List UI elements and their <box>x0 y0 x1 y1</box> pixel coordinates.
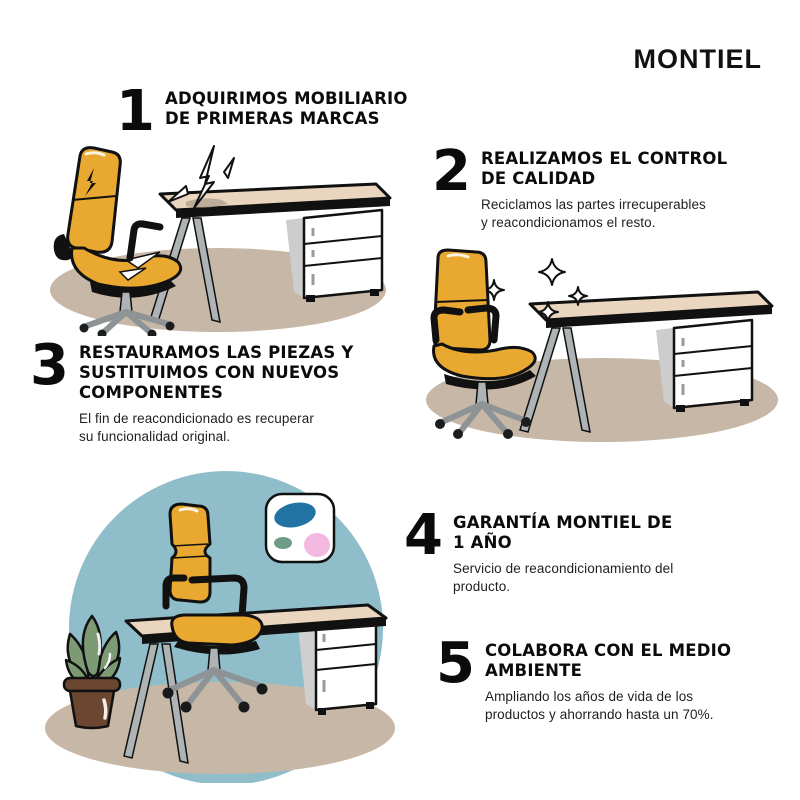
step-5-title <box>485 641 731 681</box>
title-line: COMPONENTES <box>78 383 224 403</box>
desc-line: Reciclamos las partes irrecuperables <box>480 197 706 213</box>
step-3-number: 3 <box>30 333 67 398</box>
desc-line: Ampliando los años de vida de los <box>484 689 694 705</box>
desc-line: y reacondicionamos el resto. <box>480 215 656 231</box>
title-line: 1 AÑO <box>452 533 512 553</box>
step-2 <box>432 139 728 232</box>
step-1 <box>116 79 408 144</box>
step-5-number: 5 <box>436 631 473 696</box>
step-4 <box>404 503 674 596</box>
wall-art-icon <box>266 494 334 562</box>
step-4-number: 4 <box>404 503 441 568</box>
desc-line: producto. <box>452 579 511 595</box>
desc-line: Servicio de reacondicionamiento del <box>452 561 674 577</box>
title-line: REALIZAMOS EL CONTROL <box>480 149 728 168</box>
title-line: AMBIENTE <box>484 661 583 681</box>
step-1-number: 1 <box>116 79 153 144</box>
illustration-final-office-scene <box>38 458 406 783</box>
illustration-step2-quality-control <box>402 246 784 444</box>
step-2-title <box>481 149 727 189</box>
title-line: DE CALIDAD <box>480 169 596 189</box>
desc-line: su funcionalidad original. <box>78 429 231 445</box>
title-line: DE PRIMERAS MARCAS <box>164 109 380 129</box>
step-2-number: 2 <box>432 139 469 204</box>
step-4-title <box>453 513 673 553</box>
step-3-title <box>79 343 354 403</box>
step-3 <box>30 333 354 446</box>
desc-line: productos y ahorrando hasta un 70%. <box>484 707 714 723</box>
step-4-description <box>453 560 673 596</box>
brand-logo: MONTIEL <box>633 44 762 74</box>
title-line: ADQUIRIMOS MOBILIARIO <box>164 89 408 108</box>
step-5 <box>436 631 732 724</box>
step-3-description <box>79 410 354 446</box>
step-5-description <box>485 688 731 724</box>
desc-line: El fin de reacondicionado es recuperar <box>78 411 314 427</box>
step-1-title <box>165 89 408 129</box>
illustration-step1-damaged-furniture <box>28 138 396 336</box>
title-line: GARANTÍA MONTIEL DE <box>452 513 673 532</box>
title-line: RESTAURAMOS LAS PIEZAS Y <box>78 343 354 362</box>
title-line: COLABORA CON EL MEDIO <box>484 641 732 660</box>
title-line: SUSTITUIMOS CON NUEVOS <box>78 363 340 383</box>
step-2-description <box>481 196 727 232</box>
